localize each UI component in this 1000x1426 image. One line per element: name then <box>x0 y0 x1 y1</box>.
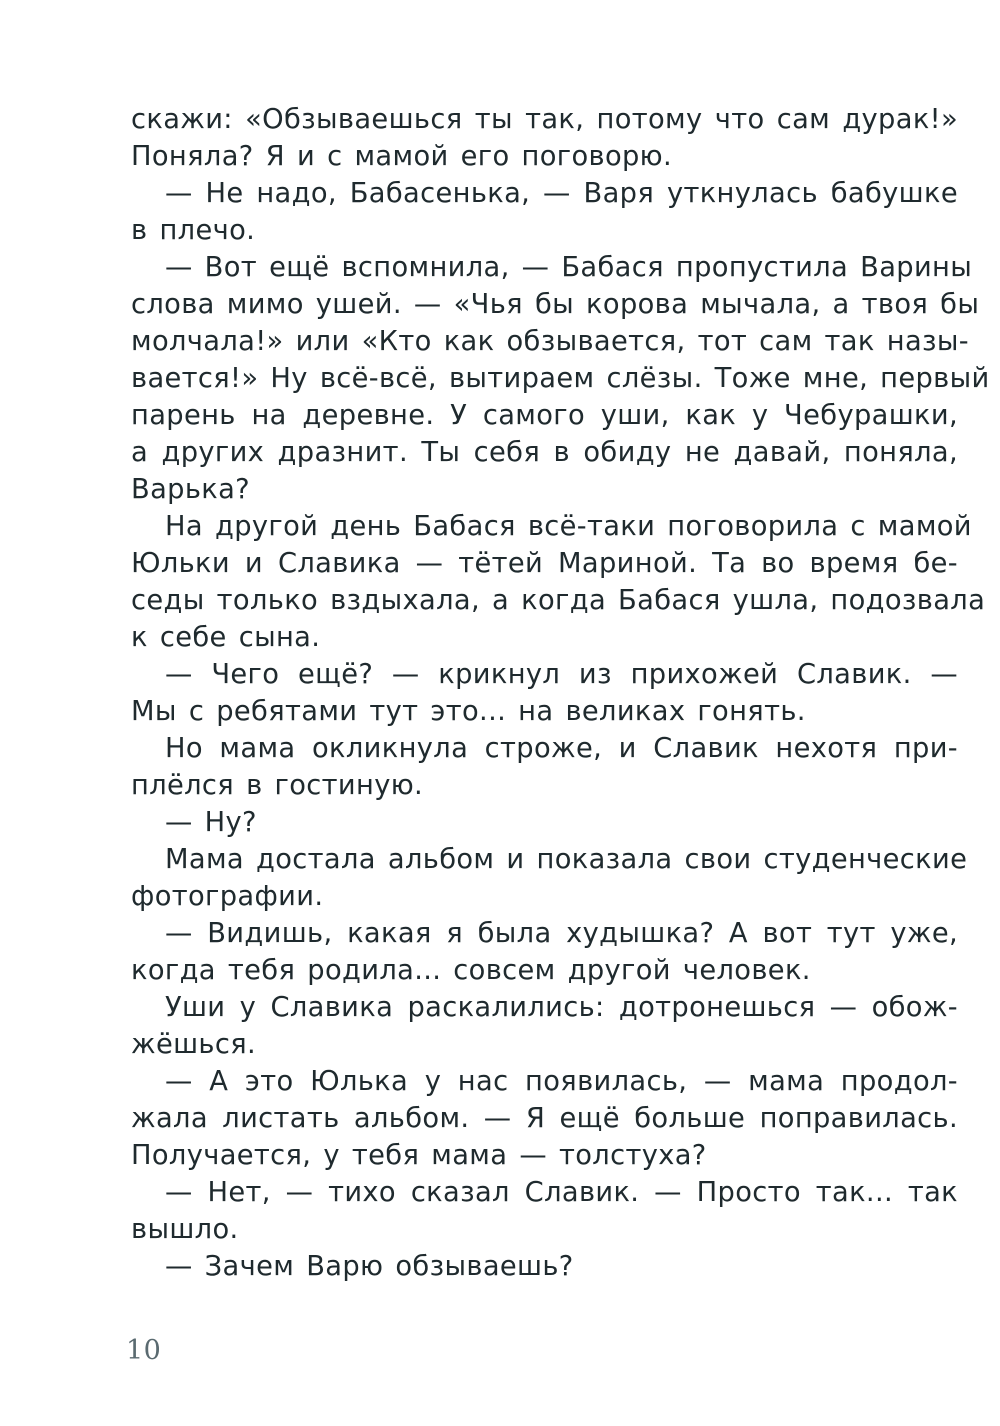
text-line: а других дразнит. Ты себя в обиду не давай, поняла, <box>131 437 958 468</box>
text-line: вается!» Ну всё-всё, вытираем слёзы. Тоже мне, первый <box>131 363 990 394</box>
text-line: вышло. <box>131 1214 239 1245</box>
text-line: — Ну? <box>165 807 257 838</box>
text-line: Но мама окликнула строже, и Славик нехотя при- <box>165 733 958 764</box>
text-line: слова мимо ушей. — «Чья бы корова мычала, а твоя бы <box>131 289 980 320</box>
text-line: жёшься. <box>131 1029 257 1060</box>
text-line: — Видишь, какая я была худышка? А вот тут уже, <box>165 918 958 949</box>
text-line: жала листать альбом. — Я ещё больше поправилась. <box>131 1103 958 1134</box>
text-line: Уши у Славика раскалились: дотронешься — обож- <box>165 992 958 1023</box>
text-line: когда тебя родила... совсем другой человек. <box>131 955 811 986</box>
text-line: Юльки и Славика — тётей Мариной. Та во время бе- <box>131 548 958 579</box>
text-line: Мама достала альбом и показала свои студенческие <box>165 844 968 875</box>
text-line: фотографии. <box>131 881 324 912</box>
text-line: Мы с ребятами тут это... на великах гонять. <box>131 696 806 727</box>
text-line: — А это Юлька у нас появилась, — мама продол- <box>165 1066 958 1097</box>
book-text <box>131 101 990 1285</box>
text-line: в плечо. <box>131 215 256 246</box>
text-line: скажи: «Обзываешься ты так, потому что сам дурак!» <box>131 104 958 135</box>
text-line: — Нет, — тихо сказал Славик. — Просто так... так <box>165 1177 958 1208</box>
text-line: плёлся в гостиную. <box>131 770 424 801</box>
text-line: к себе сына. <box>131 622 321 653</box>
text-line: — Вот ещё вспомнила, — Бабася пропустила Варины <box>165 252 973 283</box>
text-line: — Чего ещё? — крикнул из прихожей Славик. — <box>165 659 958 690</box>
text-line: — Не надо, Бабасенька, — Варя уткнулась бабушке <box>165 178 958 209</box>
text-line: На другой день Бабася всё-таки поговорила с мамой <box>165 511 972 542</box>
page-number: 10 <box>126 1335 162 1366</box>
text-line: Получается, у тебя мама — толстуха? <box>131 1140 707 1171</box>
text-line: Варька? <box>131 474 251 505</box>
text-line: — Зачем Варю обзываешь? <box>165 1251 574 1282</box>
text-line: молчала!» или «Кто как обзывается, тот сам так назы- <box>131 326 969 357</box>
text-line: Поняла? Я и с мамой его поговорю. <box>131 141 673 172</box>
text-line: парень на деревне. У самого уши, как у Чебурашки, <box>131 400 958 431</box>
text-line: седы только вздыхала, а когда Бабася ушла, подозвала <box>131 585 986 616</box>
